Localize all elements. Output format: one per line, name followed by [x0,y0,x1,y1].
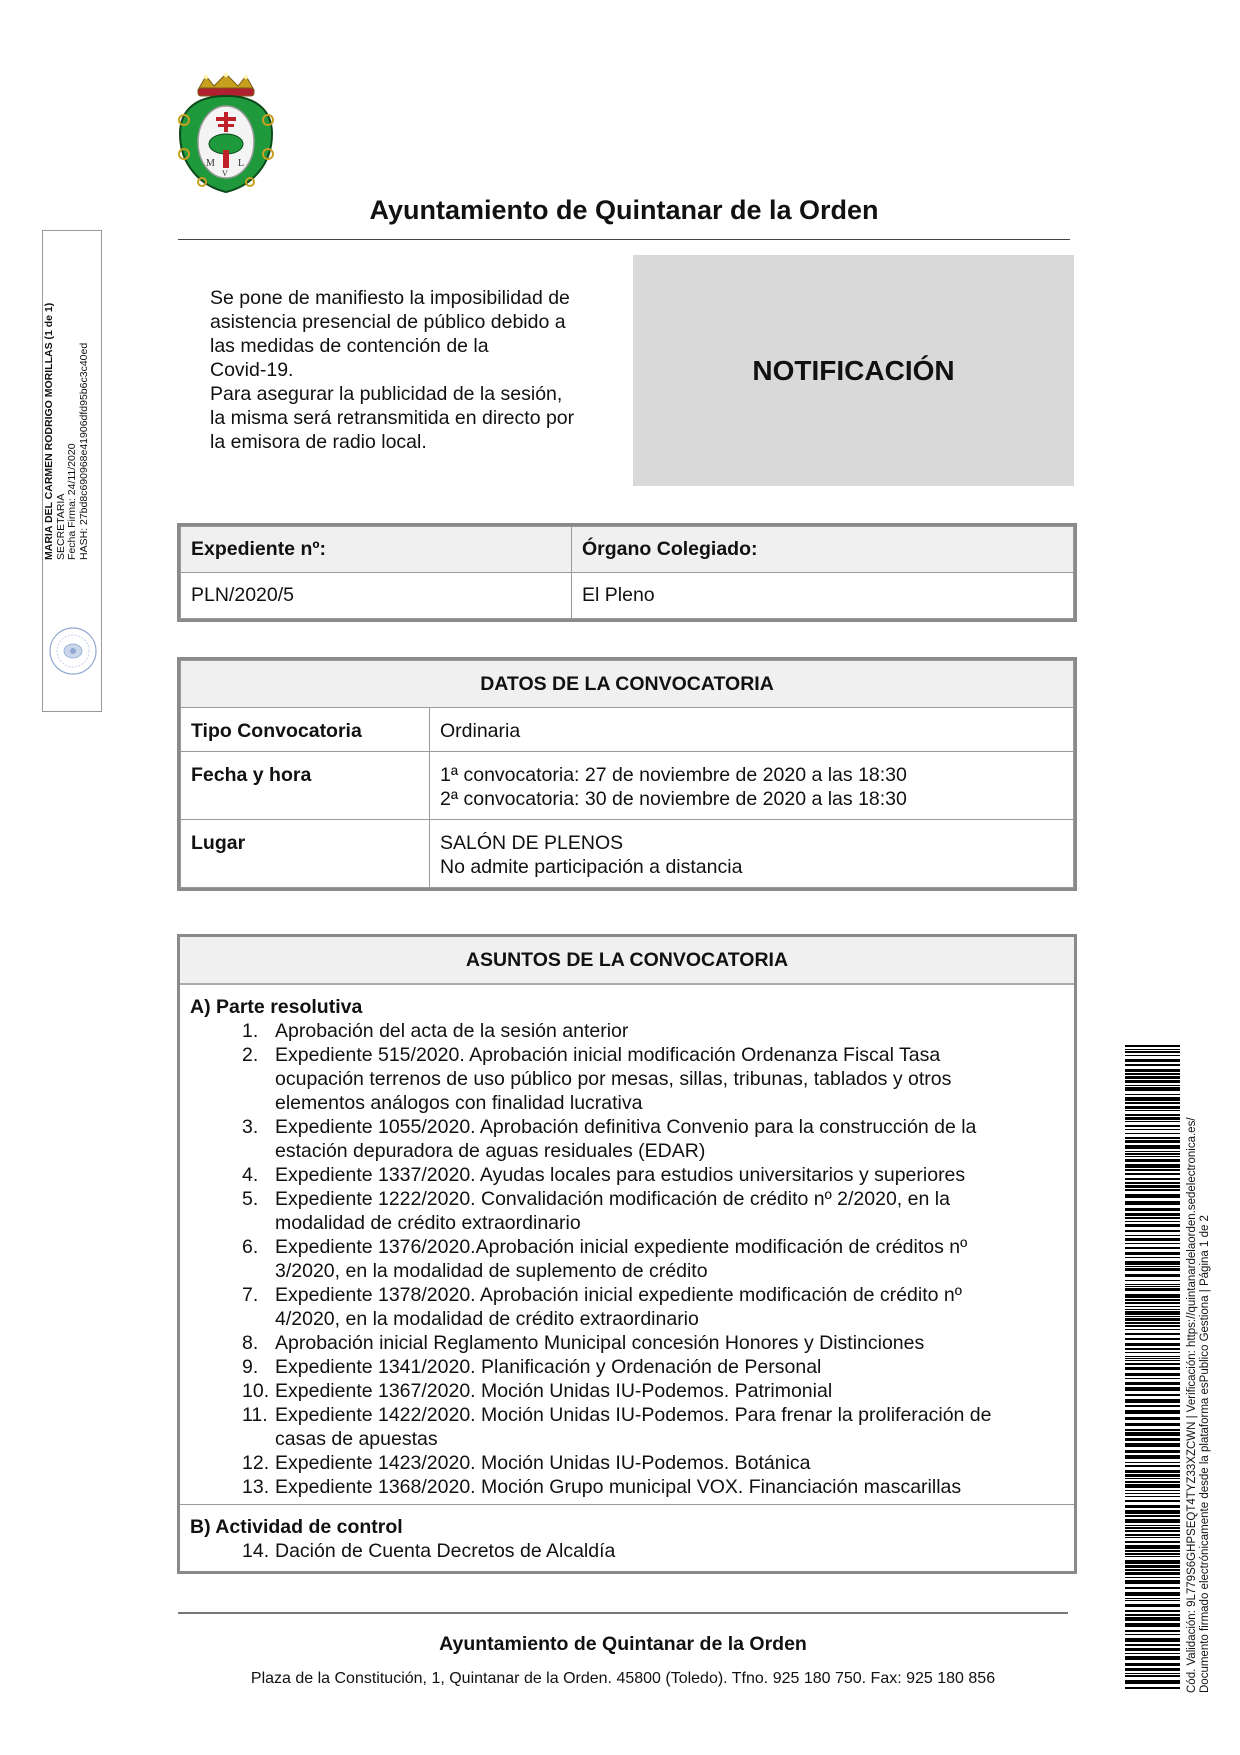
barcode-bar [1125,1541,1180,1543]
barcode-bar [1125,1481,1180,1483]
intro-line: Para asegurar la publicidad de la sesión, [210,383,563,405]
footer-address: Plaza de la Constitución, 1, Quintanar de la Orden. 45800 (Toledo). Tfno. 925 180 750. Fax: 925 180 856 [250,1670,996,1687]
barcode-bar [1125,1145,1180,1149]
barcode-bar [1125,1356,1180,1357]
agenda-item [190,1379,1064,1403]
agenda-item-number: 12. [242,1452,270,1474]
barcode-bar [1125,1268,1180,1271]
header-divider [178,239,1070,240]
barcode-bar [1125,1638,1180,1642]
agenda-item [190,1019,1064,1043]
barcode-bar [1125,1221,1180,1222]
barcode-bar [1125,1252,1180,1255]
asuntos-table [177,934,1077,1574]
barcode-bar [1125,1537,1180,1538]
convocatoria-title: DATOS DE LA CONVOCATORIA [181,661,1074,708]
barcode-bar [1125,1545,1180,1549]
barcode-bar [1125,1169,1180,1171]
barcode-bar [1125,1450,1180,1453]
organo-header: Órgano Colegiado: [572,527,1074,573]
barcode-bar [1125,1432,1180,1436]
agenda-item-number: 9. [242,1356,259,1378]
intro-line: Covid-19. [210,359,294,381]
agenda-item-text: modalidad de crédito extraordinario [275,1212,581,1234]
barcode-bar [1125,1182,1180,1184]
barcode-bar [1125,1329,1180,1330]
barcode-bar [1125,1243,1180,1244]
barcode-bar [1125,1569,1180,1571]
barcode-bar [1125,1338,1180,1340]
barcode-bar [1125,1687,1180,1689]
barcode-bar [1125,1266,1180,1267]
barcode-bar [1125,1322,1180,1324]
agenda-item-text: Expediente 1367/2020. Moción Unidas IU-Podemos. Patrimonial [275,1380,833,1402]
barcode-bar [1125,1159,1180,1162]
agenda-item-text: 3/2020, en la modalidad de suplemento de crédito [275,1260,708,1282]
barcode-bar [1125,1617,1180,1621]
logo-letter-l: L [238,158,245,169]
agenda-item-text: Dación de Cuenta Decretos de Alcaldía [275,1540,616,1562]
barcode-bar [1125,1515,1180,1517]
agenda-item-number: 10. [242,1380,270,1402]
barcode-bar [1125,1394,1180,1396]
barcode-bar [1125,1224,1180,1227]
signer-role: SECRETARIA [54,493,67,560]
barcode-bar [1125,1087,1180,1091]
fecha-value [430,752,1074,820]
table-row [181,708,1074,752]
agenda-item-number: 3. [242,1116,259,1138]
agenda-item-text: Expediente 1422/2020. Moción Unidas IU-Podemos. Para frenar la proliferación de [275,1404,992,1426]
section-parte-resolutiva [180,985,1074,1507]
agenda-item-text: elementos análogos con finalidad lucrativa [275,1092,643,1114]
barcode-bar [1125,1653,1180,1654]
agenda-item [190,1115,1064,1139]
barcode-bar [1125,1164,1180,1168]
barcode-bar [1125,1156,1180,1157]
barcode-bar [1125,1680,1180,1684]
barcode-bar [1125,1668,1180,1671]
agenda-item-text: Expediente 1341/2020. Planificación y Ordenación de Personal [275,1356,822,1378]
barcode-bar [1125,1288,1180,1291]
barcode-bar [1125,1592,1180,1596]
agenda-item-text: Aprobación del acta de la sesión anterior [275,1020,629,1042]
barcode-bar [1125,1178,1180,1180]
agenda-item-number [190,1067,275,1091]
agenda-item [190,1475,1064,1499]
barcode-bar [1125,1129,1180,1130]
barcode-bar [1125,1610,1180,1612]
lugar-line-1: SALÓN DE PLENOS [440,832,624,854]
convocatoria-table [177,657,1077,891]
barcode-bar [1125,1140,1180,1143]
barcode-bar [1125,1189,1180,1191]
section-b-title: B) Actividad de control [190,1516,403,1538]
barcode-bar [1125,1490,1180,1491]
barcode-bar [1125,1525,1180,1526]
barcode-bar [1125,1496,1180,1497]
fecha-label: Fecha y hora [181,752,430,820]
barcode-bar [1125,1360,1180,1361]
table-row [181,820,1074,888]
lugar-line-2: No admite participación a distancia [440,856,743,878]
barcode-bar [1125,1630,1180,1632]
barcode-bar [1125,1358,1180,1359]
agenda-item [190,1043,1064,1067]
barcode-icon [1125,1045,1180,1693]
notification-label: NOTIFICACIÓN [752,354,955,386]
barcode-bar [1125,1550,1180,1552]
barcode-bar [1125,1238,1180,1241]
barcode-bar [1125,1387,1180,1391]
barcode-bar [1125,1572,1180,1575]
barcode-bar [1125,1598,1180,1599]
expediente-table [177,523,1077,622]
agenda-item [190,1331,1064,1355]
barcode-bar [1125,1378,1180,1379]
agenda-item-number [190,1211,275,1235]
barcode-bar [1125,1137,1180,1139]
agenda-item-text: 4/2020, en la modalidad de crédito extraordinario [275,1308,699,1330]
barcode-bar [1125,1348,1180,1350]
agenda-item-number: 4. [242,1164,259,1186]
barcode-bar [1125,1656,1180,1660]
lugar-value [430,820,1074,888]
barcode-bar [1125,1553,1180,1555]
signer-name: MARIA DEL CARMEN RODRIGO MORILLAS (1 de 1) [43,302,55,560]
intro-line: asistencia presencial de público debido a [210,311,566,333]
page-title: Ayuntamiento de Quintanar de la Orden [369,195,879,225]
barcode-bar [1125,1443,1180,1447]
barcode-bar [1125,1577,1180,1578]
barcode-bar [1125,1462,1180,1463]
barcode-bar [1125,1587,1180,1589]
barcode-bar [1125,1306,1180,1307]
agenda-item-text: Expediente 1378/2020. Aprobación inicial expediente modificación de crédito nº [275,1284,962,1306]
agenda-item-number: 7. [242,1284,259,1306]
agenda-item-text: Expediente 1222/2020. Convalidación modificación de crédito nº 2/2020, en la [275,1188,950,1210]
barcode-bar [1125,1519,1180,1523]
agenda-item-number [190,1307,275,1331]
agenda-item [190,1355,1064,1379]
barcode-bar [1125,1423,1180,1426]
barcode-bar [1125,1045,1180,1047]
barcode-bar [1125,1076,1180,1079]
barcode-bar [1125,1510,1180,1514]
barcode-bar [1125,1201,1180,1205]
barcode-bar [1125,1069,1180,1072]
barcode-bar [1125,1429,1180,1431]
barcode-bar [1125,1465,1180,1467]
barcode-bar [1125,1185,1180,1188]
barcode-bar [1125,1410,1180,1414]
barcode-bar [1125,1484,1180,1488]
agenda-item [190,1403,1064,1427]
barcode-bar [1125,1325,1180,1327]
barcode-bar [1125,1125,1180,1127]
intro-line: las medidas de contención de la [210,335,489,357]
footer-divider [178,1612,1068,1614]
section-actividad-control [180,1504,1074,1571]
fecha-line-2: 2ª convocatoria: 30 de noviembre de 2020 a las 18:30 [440,788,907,810]
agenda-item-number: 6. [242,1236,259,1258]
barcode-bar [1125,1133,1180,1134]
tipo-label: Tipo Convocatoria [181,708,430,752]
section-a-title: A) Parte resolutiva [190,996,363,1018]
agenda-item-number: 8. [242,1332,259,1354]
barcode-bar [1125,1230,1180,1232]
barcode-bar [1125,1217,1180,1219]
agenda-list-b [190,1539,1064,1563]
barcode-bar [1125,1261,1180,1265]
barcode-bar [1125,1311,1180,1315]
barcode-bar [1125,1117,1180,1120]
barcode-bar [1125,1623,1180,1627]
agenda-item [190,1163,1064,1187]
barcode-bar [1125,1500,1180,1502]
barcode-bar [1125,1286,1180,1287]
barcode-bar [1125,1316,1180,1317]
agenda-item [190,1067,1064,1091]
barcode-bar [1125,1333,1180,1335]
barcode-bar [1125,1114,1180,1116]
agenda-item [190,1259,1064,1283]
barcode-bar [1125,1121,1180,1122]
table-row [181,752,1074,820]
barcode-bar [1125,1534,1180,1536]
barcode-bar [1125,1505,1180,1508]
signature-block [44,260,90,560]
agenda-item [190,1451,1064,1475]
barcode-bar [1125,1153,1180,1155]
official-seal-stamp-icon [47,625,99,677]
agenda-item-number: 11. [242,1404,268,1426]
barcode-bar [1125,1097,1180,1101]
agenda-item [190,1427,1064,1451]
barcode-bar [1125,1478,1180,1479]
logo-letter-m: M [206,158,215,169]
barcode-bar [1125,1102,1180,1104]
barcode-bar [1125,1173,1180,1175]
organo-value: El Pleno [572,573,1074,619]
tipo-line: Ordinaria [440,720,521,742]
barcode-bar [1125,1474,1180,1477]
agenda-item-text: casas de apuestas [275,1428,438,1450]
barcode-bar [1125,1530,1180,1532]
barcode-bar [1125,1106,1180,1109]
footer-title: Ayuntamiento de Quintanar de la Orden [439,1633,807,1655]
agenda-item-number [190,1091,275,1115]
barcode-bar [1125,1059,1180,1062]
agenda-item-text: Expediente 515/2020. Aprobación inicial modificación Ordenanza Fiscal Tasa [275,1044,941,1066]
signature-hash: HASH: 27bd8c690968e41906dfd95b6c3c40ed [77,342,90,560]
agenda-item-number [190,1259,275,1283]
agenda-item-number: 2. [242,1044,259,1066]
agenda-item-text: Expediente 1368/2020. Moción Grupo municipal VOX. Financiación mascarillas [275,1476,962,1498]
barcode-bar [1125,1343,1180,1346]
barcode-bar [1125,1299,1180,1301]
tipo-value [430,708,1074,752]
agenda-list-a [190,1019,1064,1499]
barcode-bar [1125,1675,1180,1677]
agenda-item-number: 5. [242,1188,259,1210]
barcode-bar [1125,1302,1180,1304]
barcode-bar [1125,1073,1180,1075]
barcode-bar [1125,1405,1180,1407]
agenda-item [190,1187,1064,1211]
barcode-bar [1125,1284,1180,1285]
barcode-bar [1125,1049,1180,1050]
agenda-item-number: 14. [242,1540,270,1562]
lugar-label: Lugar [181,820,430,888]
agenda-item-number [190,1427,275,1451]
intro-notice [210,286,630,454]
logo-letter-v: V [222,169,228,178]
barcode-bar [1125,1055,1180,1056]
agenda-item-text: ocupación terrenos de uso público por mesas, sillas, tribunas, tablados y otros [275,1068,952,1090]
barcode-bar [1125,1194,1180,1198]
barcode-bar [1125,1309,1180,1310]
barcode-bar [1125,1274,1180,1277]
barcode-bar [1125,1470,1180,1473]
agenda-item [190,1091,1064,1115]
barcode-bar [1125,1634,1180,1635]
notification-box [633,255,1074,486]
intro-line: la misma será retransmitida en directo por [210,407,575,429]
barcode-bar [1125,1151,1180,1152]
barcode-bar [1125,1493,1180,1494]
barcode-bar [1125,1648,1180,1651]
intro-line: Se pone de manifiesto la imposibilidad de [210,287,570,309]
barcode-bar [1125,1094,1180,1095]
barcode-bar [1125,1455,1180,1459]
signature-date: Fecha Firma: 24/11/2020 [66,443,79,560]
barcode-bar [1125,1644,1180,1646]
agenda-item-text: Aprobación inicial Reglamento Municipal concesión Honores y Distinciones [275,1332,925,1354]
barcode-bar [1125,1085,1180,1086]
validation-platform: Documento firmado electrónicamente desde la plataforma esPublico Gestiona | Página 1 de 2 [1199,1215,1211,1693]
agenda-item [190,1307,1064,1331]
agenda-item [190,1235,1064,1259]
barcode-bar [1125,1247,1180,1249]
asuntos-title: ASUNTOS DE LA CONVOCATORIA [180,937,1074,985]
barcode-bar [1125,1663,1180,1666]
agenda-item-number: 1. [242,1020,259,1042]
validation-block [1186,1033,1212,1693]
agenda-item-text: Expediente 1337/2020. Ayudas locales para estudios universitarios y superiores [275,1164,966,1186]
barcode-bar [1125,1213,1180,1216]
barcode-bar [1125,1527,1180,1529]
barcode-bar [1125,1208,1180,1211]
barcode-bar [1125,1110,1180,1111]
barcode-bar [1125,1565,1180,1568]
barcode-bar [1125,1367,1180,1370]
agenda-item [190,1283,1064,1307]
barcode-bar [1125,1417,1180,1420]
agenda-item [190,1139,1064,1163]
barcode-bar [1125,1673,1180,1674]
agenda-item-number: 13. [242,1476,270,1498]
expediente-value: PLN/2020/5 [181,573,572,619]
barcode-bar [1125,1399,1180,1403]
barcode-bar [1125,1556,1180,1557]
barcode-bar [1125,1294,1180,1298]
agenda-item-number [190,1139,275,1163]
agenda-item-text: Expediente 1423/2020. Moción Unidas IU-Podemos. Botánica [275,1452,811,1474]
barcode-bar [1125,1373,1180,1376]
barcode-bar [1125,1382,1180,1385]
expediente-header: Expediente nº: [181,527,572,573]
intro-line: la emisora de radio local. [210,431,427,453]
barcode-bar [1125,1580,1180,1584]
barcode-bar [1125,1064,1180,1066]
agenda-item-text: estación depuradora de aguas residuales (EDAR) [275,1140,706,1162]
barcode-bar [1125,1318,1180,1321]
agenda-item-text: Expediente 1376/2020.Aprobación inicial expediente modificación de créditos nº [275,1236,968,1258]
barcode-bar [1125,1438,1180,1441]
fecha-line-1: 1ª convocatoria: 27 de noviembre de 2020 a las 18:30 [440,764,907,786]
barcode-bar [1125,1614,1180,1616]
barcode-bar [1125,1051,1180,1053]
agenda-item [190,1539,1064,1563]
barcode-bar [1125,1080,1180,1083]
barcode-bar [1125,1235,1180,1236]
barcode-bar [1125,1560,1180,1564]
barcode-bar [1125,1363,1180,1365]
barcode-bar [1125,1352,1180,1353]
agenda-item-text: Expediente 1055/2020. Aprobación definitiva Convenio para la construcción de la [275,1116,977,1138]
barcode-bar [1125,1600,1180,1601]
barcode-bar [1125,1257,1180,1258]
coat-of-arms-logo [176,72,276,194]
barcode-bar [1125,1604,1180,1607]
validation-code: Cód. Validación: 9L779S6GHPSEQT4TYZ33XZCWN | Verificación: https://quintanardelaorden.sedelectronica.es/ [1186,1117,1198,1693]
agenda-item [190,1211,1064,1235]
barcode-bar [1125,1280,1180,1281]
